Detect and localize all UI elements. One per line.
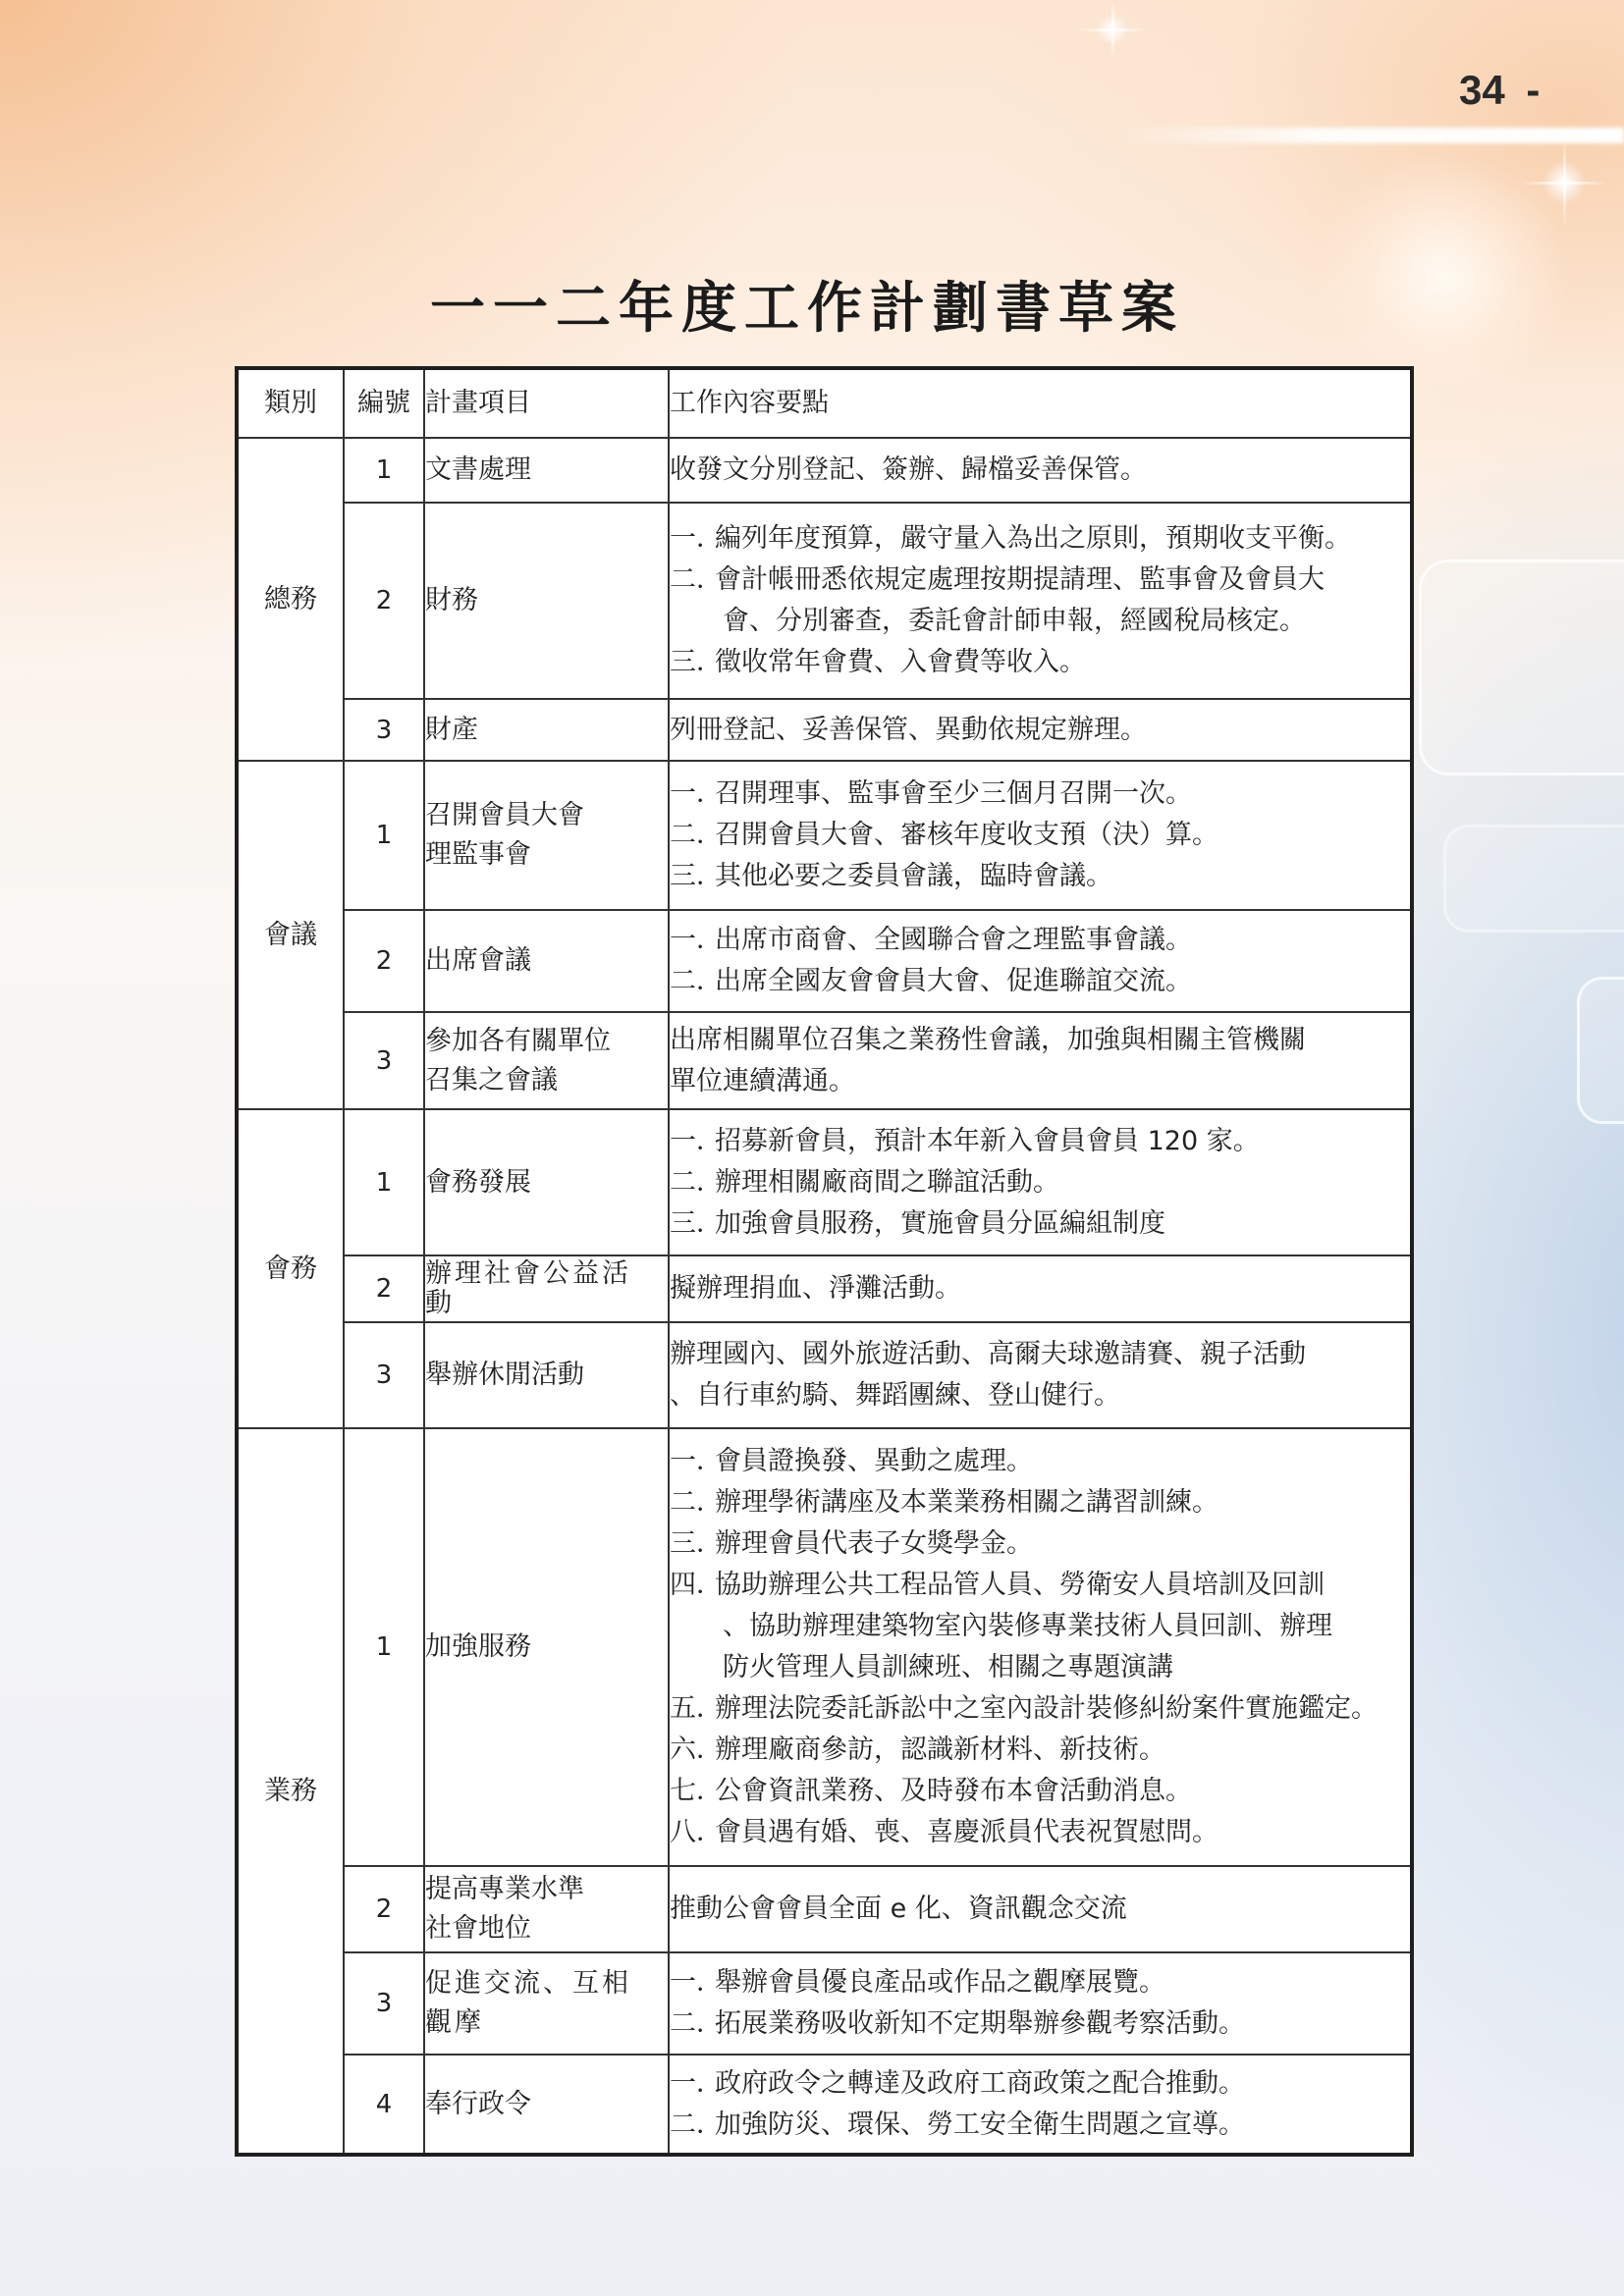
content-cell (669, 2055, 1412, 2155)
item-line: 辦理社會公益活 (425, 1258, 631, 1289)
item-cell (424, 1428, 669, 1866)
item-line: 觀摩 (425, 2007, 484, 2038)
item-cell (424, 761, 669, 910)
item-line: 舉辦休閒活動 (425, 1360, 584, 1390)
decor-tile (1419, 560, 1624, 775)
content-cell (669, 503, 1412, 699)
entry-lines (715, 2063, 1410, 2105)
content-line: 、自行車約騎、舞蹈團練、登山健行。 (670, 1380, 1120, 1411)
content-entry (670, 1688, 1410, 1730)
entry-number: 二． (670, 2008, 723, 2039)
item-line: 加強服務 (425, 1631, 531, 1662)
entry-lines (715, 774, 1410, 815)
entry-number: 一． (670, 778, 723, 809)
item-cell (424, 1109, 669, 1255)
content-line: 召開會員大會、審核年度收支預（決）算。 (715, 820, 1218, 850)
item-cell (424, 2055, 669, 2155)
table-row (237, 438, 1412, 503)
item-cell (424, 1952, 669, 2055)
content-line: 擬辦理捐血、淨灘活動。 (670, 1273, 961, 1304)
item-cell (424, 1255, 669, 1322)
entry-number: 三． (670, 647, 723, 677)
entry-number: 二． (670, 2109, 723, 2140)
entry-number: 二． (670, 564, 723, 595)
item-line: 理監事會 (425, 839, 531, 870)
item-line: 文書處理 (425, 454, 531, 485)
entry-lines (670, 710, 1410, 751)
number-cell: 3 (344, 1012, 424, 1109)
content-entry (670, 856, 1410, 897)
entry-lines (715, 920, 1410, 961)
number-cell: 1 (344, 1428, 424, 1866)
entry-lines (715, 1771, 1410, 1812)
table-row (237, 1012, 1412, 1109)
content-entry (670, 1334, 1410, 1416)
content-entry (670, 961, 1410, 1002)
table-row (237, 1255, 1412, 1322)
content-cell (669, 1866, 1412, 1952)
content-line: 召開理事、監事會至少三個月召開一次。 (715, 778, 1192, 809)
entry-lines (715, 560, 1410, 642)
content-entry (670, 1020, 1410, 1102)
item-line: 財務 (425, 585, 478, 615)
number-cell: 3 (344, 1952, 424, 2055)
content-entry (670, 1771, 1410, 1812)
entry-number: 三． (670, 1528, 723, 1559)
content-line: 公會資訊業務、及時發布本會活動消息。 (715, 1776, 1192, 1806)
entry-lines (715, 1730, 1410, 1771)
content-line: 會計帳冊悉依規定處理按期提請理、監事會及會員大 (715, 564, 1325, 595)
decor-tile (1577, 977, 1624, 1124)
entry-number: 三． (670, 861, 723, 891)
content-line: 防火管理人員訓練班、相關之專題演講 (723, 1652, 1173, 1682)
content-line: 辦理相關廠商間之聯誼活動。 (715, 1166, 1059, 1198)
content-line: 辦理會員代表子女獎學金。 (715, 1528, 1033, 1559)
entry-number: 三． (670, 1207, 723, 1239)
content-cell (669, 1428, 1412, 1866)
light-streak (1112, 128, 1624, 143)
content-cell (669, 761, 1412, 910)
table-row (237, 1109, 1412, 1255)
entry-lines (715, 1812, 1410, 1853)
content-entry (670, 1812, 1410, 1853)
content-line: 協助辦理公共工程品管人員、勞衛安人員培訓及回訓 (715, 1570, 1325, 1600)
content-entry (670, 1962, 1410, 2003)
content-entry (670, 1268, 1410, 1309)
content-line: 拓展業務吸收新知不定期舉辦參觀考察活動。 (715, 2008, 1245, 2039)
entry-number: 五． (670, 1693, 723, 1724)
entry-number: 一． (670, 1125, 723, 1156)
entry-lines (670, 450, 1410, 491)
entry-number: 六． (670, 1735, 723, 1765)
number-cell: 2 (344, 1866, 424, 1952)
entry-number: 七． (670, 1776, 723, 1806)
content-line: 列冊登記、妥善保管、異動依規定辦理。 (670, 714, 1147, 745)
content-entry (670, 1730, 1410, 1771)
item-line: 動 (425, 1288, 455, 1318)
item-cell (424, 1866, 669, 1952)
content-cell (669, 1952, 1412, 2055)
table-row (237, 1866, 1412, 1952)
content-line: 出席相關單位召集之業務性會議，加強與相關主管機關 (670, 1024, 1306, 1055)
content-cell (669, 438, 1412, 503)
content-entry (670, 1565, 1410, 1688)
table-row (237, 2055, 1412, 2155)
content-entry (670, 2063, 1410, 2105)
content-line: 辦理法院委託訴訟中之室內設計裝修糾紛案件實施鑑定。 (715, 1693, 1378, 1724)
item-cell (424, 699, 669, 761)
entry-lines (715, 2105, 1410, 2146)
item-line: 會務發展 (425, 1166, 531, 1198)
header-item: 計畫項目 (424, 368, 669, 438)
content-line: 加強防災、環保、勞工安全衛生問題之宣導。 (715, 2109, 1245, 2140)
entry-lines (715, 856, 1410, 897)
content-line: 出席市商會、全國聯合會之理監事會議。 (715, 925, 1192, 955)
content-entry (670, 1441, 1410, 1482)
item-line: 社會地位 (425, 1913, 531, 1944)
content-line: 加強會員服務，實施會員分區編組制度 (715, 1207, 1165, 1239)
entry-lines (715, 1203, 1410, 1245)
header-number: 編號 (344, 368, 424, 438)
content-entry (670, 518, 1410, 560)
table-head (237, 368, 1412, 438)
content-entry (670, 1482, 1410, 1523)
content-entry (670, 1523, 1410, 1565)
content-entry (670, 1889, 1410, 1930)
category-cell: 會務 (237, 1109, 344, 1428)
content-cell (669, 1322, 1412, 1428)
content-cell (669, 1109, 1412, 1255)
item-cell (424, 1322, 669, 1428)
entry-number: 一． (670, 523, 723, 554)
content-line: 、協助辦理建築物室內裝修專業技術人員回訓、辦理 (723, 1611, 1332, 1641)
item-line: 促進交流、互相 (425, 1968, 631, 1999)
table-header-row (237, 368, 1412, 438)
content-line: 辦理廠商參訪，認識新材料、新技術。 (715, 1735, 1165, 1765)
content-line: 招募新會員，預計本年新入會員會員 120 家。 (715, 1125, 1260, 1156)
number-cell: 4 (344, 2055, 424, 2155)
content-entry (670, 1121, 1410, 1162)
entry-lines (670, 1889, 1410, 1930)
entry-number: 二． (670, 1166, 723, 1198)
page-title: 一一二年度工作計劃書草案 (430, 277, 1184, 341)
content-cell (669, 910, 1412, 1012)
entry-lines (715, 518, 1410, 560)
table-row (237, 1428, 1412, 1866)
table-row (237, 910, 1412, 1012)
content-line: 推動公會會員全面 e 化、資訊觀念交流 (670, 1894, 1127, 1924)
item-cell (424, 1012, 669, 1109)
content-entry (670, 920, 1410, 961)
content-entry (670, 450, 1410, 491)
sparkle-icon (1520, 138, 1608, 227)
entry-lines (715, 1482, 1410, 1523)
entry-number: 四． (670, 1570, 723, 1600)
content-line: 舉辦會員優良產品或作品之觀摩展覽。 (715, 1967, 1165, 1998)
content-entry (670, 774, 1410, 815)
content-line: 單位連續溝通。 (670, 1065, 855, 1096)
content-line: 會員證換發、異動之處理。 (715, 1446, 1033, 1476)
content-entry (670, 710, 1410, 751)
entry-lines (715, 1162, 1410, 1203)
entry-number: 八． (670, 1817, 723, 1847)
content-entry (670, 1203, 1410, 1245)
item-line: 提高專業水準 (425, 1874, 584, 1904)
entry-lines (715, 1441, 1410, 1482)
item-line: 奉行政令 (425, 2088, 531, 2119)
entry-lines (715, 1121, 1410, 1162)
content-line: 其他必要之委員會議，臨時會議。 (715, 861, 1112, 891)
content-entry (670, 2105, 1410, 2146)
number-cell: 2 (344, 503, 424, 699)
content-entry (670, 2003, 1410, 2045)
decor-tile (1443, 825, 1624, 933)
entry-lines (715, 1565, 1410, 1688)
item-line: 出席會議 (425, 945, 531, 976)
number-cell: 3 (344, 699, 424, 761)
sparkle-icon (1078, 0, 1147, 59)
work-plan-table (235, 366, 1414, 2157)
entry-number: 一． (670, 1446, 723, 1476)
table-row (237, 1322, 1412, 1428)
entry-number: 二． (670, 1487, 723, 1518)
page-number: 34 - (1459, 67, 1541, 113)
table-row (237, 503, 1412, 699)
entry-number: 一． (670, 925, 723, 955)
entry-lines (715, 2003, 1410, 2045)
item-line: 財產 (425, 714, 478, 745)
number-cell: 1 (344, 761, 424, 910)
item-cell (424, 438, 669, 503)
content-line: 會、分別審查，委託會計師申報，經國稅局核定。 (723, 606, 1306, 636)
entry-number: 二． (670, 966, 723, 996)
entry-number: 二． (670, 820, 723, 850)
category-cell: 總務 (237, 438, 344, 761)
entry-number: 一． (670, 2067, 723, 2099)
number-cell: 1 (344, 438, 424, 503)
number-cell: 1 (344, 1109, 424, 1255)
category-cell: 會議 (237, 761, 344, 1109)
header-content: 工作內容要點 (669, 368, 1412, 438)
number-cell: 2 (344, 910, 424, 1012)
content-cell (669, 699, 1412, 761)
item-line: 召集之會議 (425, 1064, 558, 1095)
item-cell (424, 503, 669, 699)
item-line: 參加各有關單位 (425, 1025, 611, 1056)
category-cell: 業務 (237, 1428, 344, 2155)
content-line: 辦理國內、國外旅遊活動、高爾夫球邀請賽、親子活動 (670, 1339, 1306, 1369)
entry-lines (670, 1020, 1410, 1102)
table-body (237, 438, 1412, 2155)
content-line: 出席全國友會會員大會、促進聯誼交流。 (715, 966, 1192, 996)
number-cell: 3 (344, 1322, 424, 1428)
content-line: 收發文分別登記、簽辦、歸檔妥善保管。 (670, 454, 1147, 485)
entry-lines (715, 642, 1410, 683)
table-row (237, 1952, 1412, 2055)
entry-lines (715, 961, 1410, 1002)
content-entry (670, 1162, 1410, 1203)
entry-number: 一． (670, 1967, 723, 1998)
content-cell (669, 1255, 1412, 1322)
entry-lines (715, 1962, 1410, 2003)
entry-lines (670, 1334, 1410, 1416)
table-row (237, 699, 1412, 761)
content-entry (670, 815, 1410, 856)
content-cell (669, 1012, 1412, 1109)
content-entry (670, 560, 1410, 642)
entry-lines (670, 1268, 1410, 1309)
number-cell: 2 (344, 1255, 424, 1322)
content-line: 編列年度預算，嚴守量入為出之原則，預期收支平衡。 (715, 523, 1351, 554)
content-line: 政府政令之轉達及政府工商政策之配合推動。 (715, 2067, 1245, 2099)
table-row (237, 761, 1412, 910)
header-category: 類別 (237, 368, 344, 438)
item-line: 召開會員大會 (425, 800, 584, 830)
content-entry (670, 642, 1410, 683)
content-line: 徵收常年會費、入會費等收入。 (715, 647, 1086, 677)
entry-lines (715, 1523, 1410, 1565)
entry-lines (715, 815, 1410, 856)
content-line: 辦理學術講座及本業業務相關之講習訓練。 (715, 1487, 1218, 1518)
item-cell (424, 910, 669, 1012)
entry-lines (715, 1688, 1410, 1730)
content-line: 會員遇有婚、喪、喜慶派員代表祝賀慰問。 (715, 1817, 1218, 1847)
